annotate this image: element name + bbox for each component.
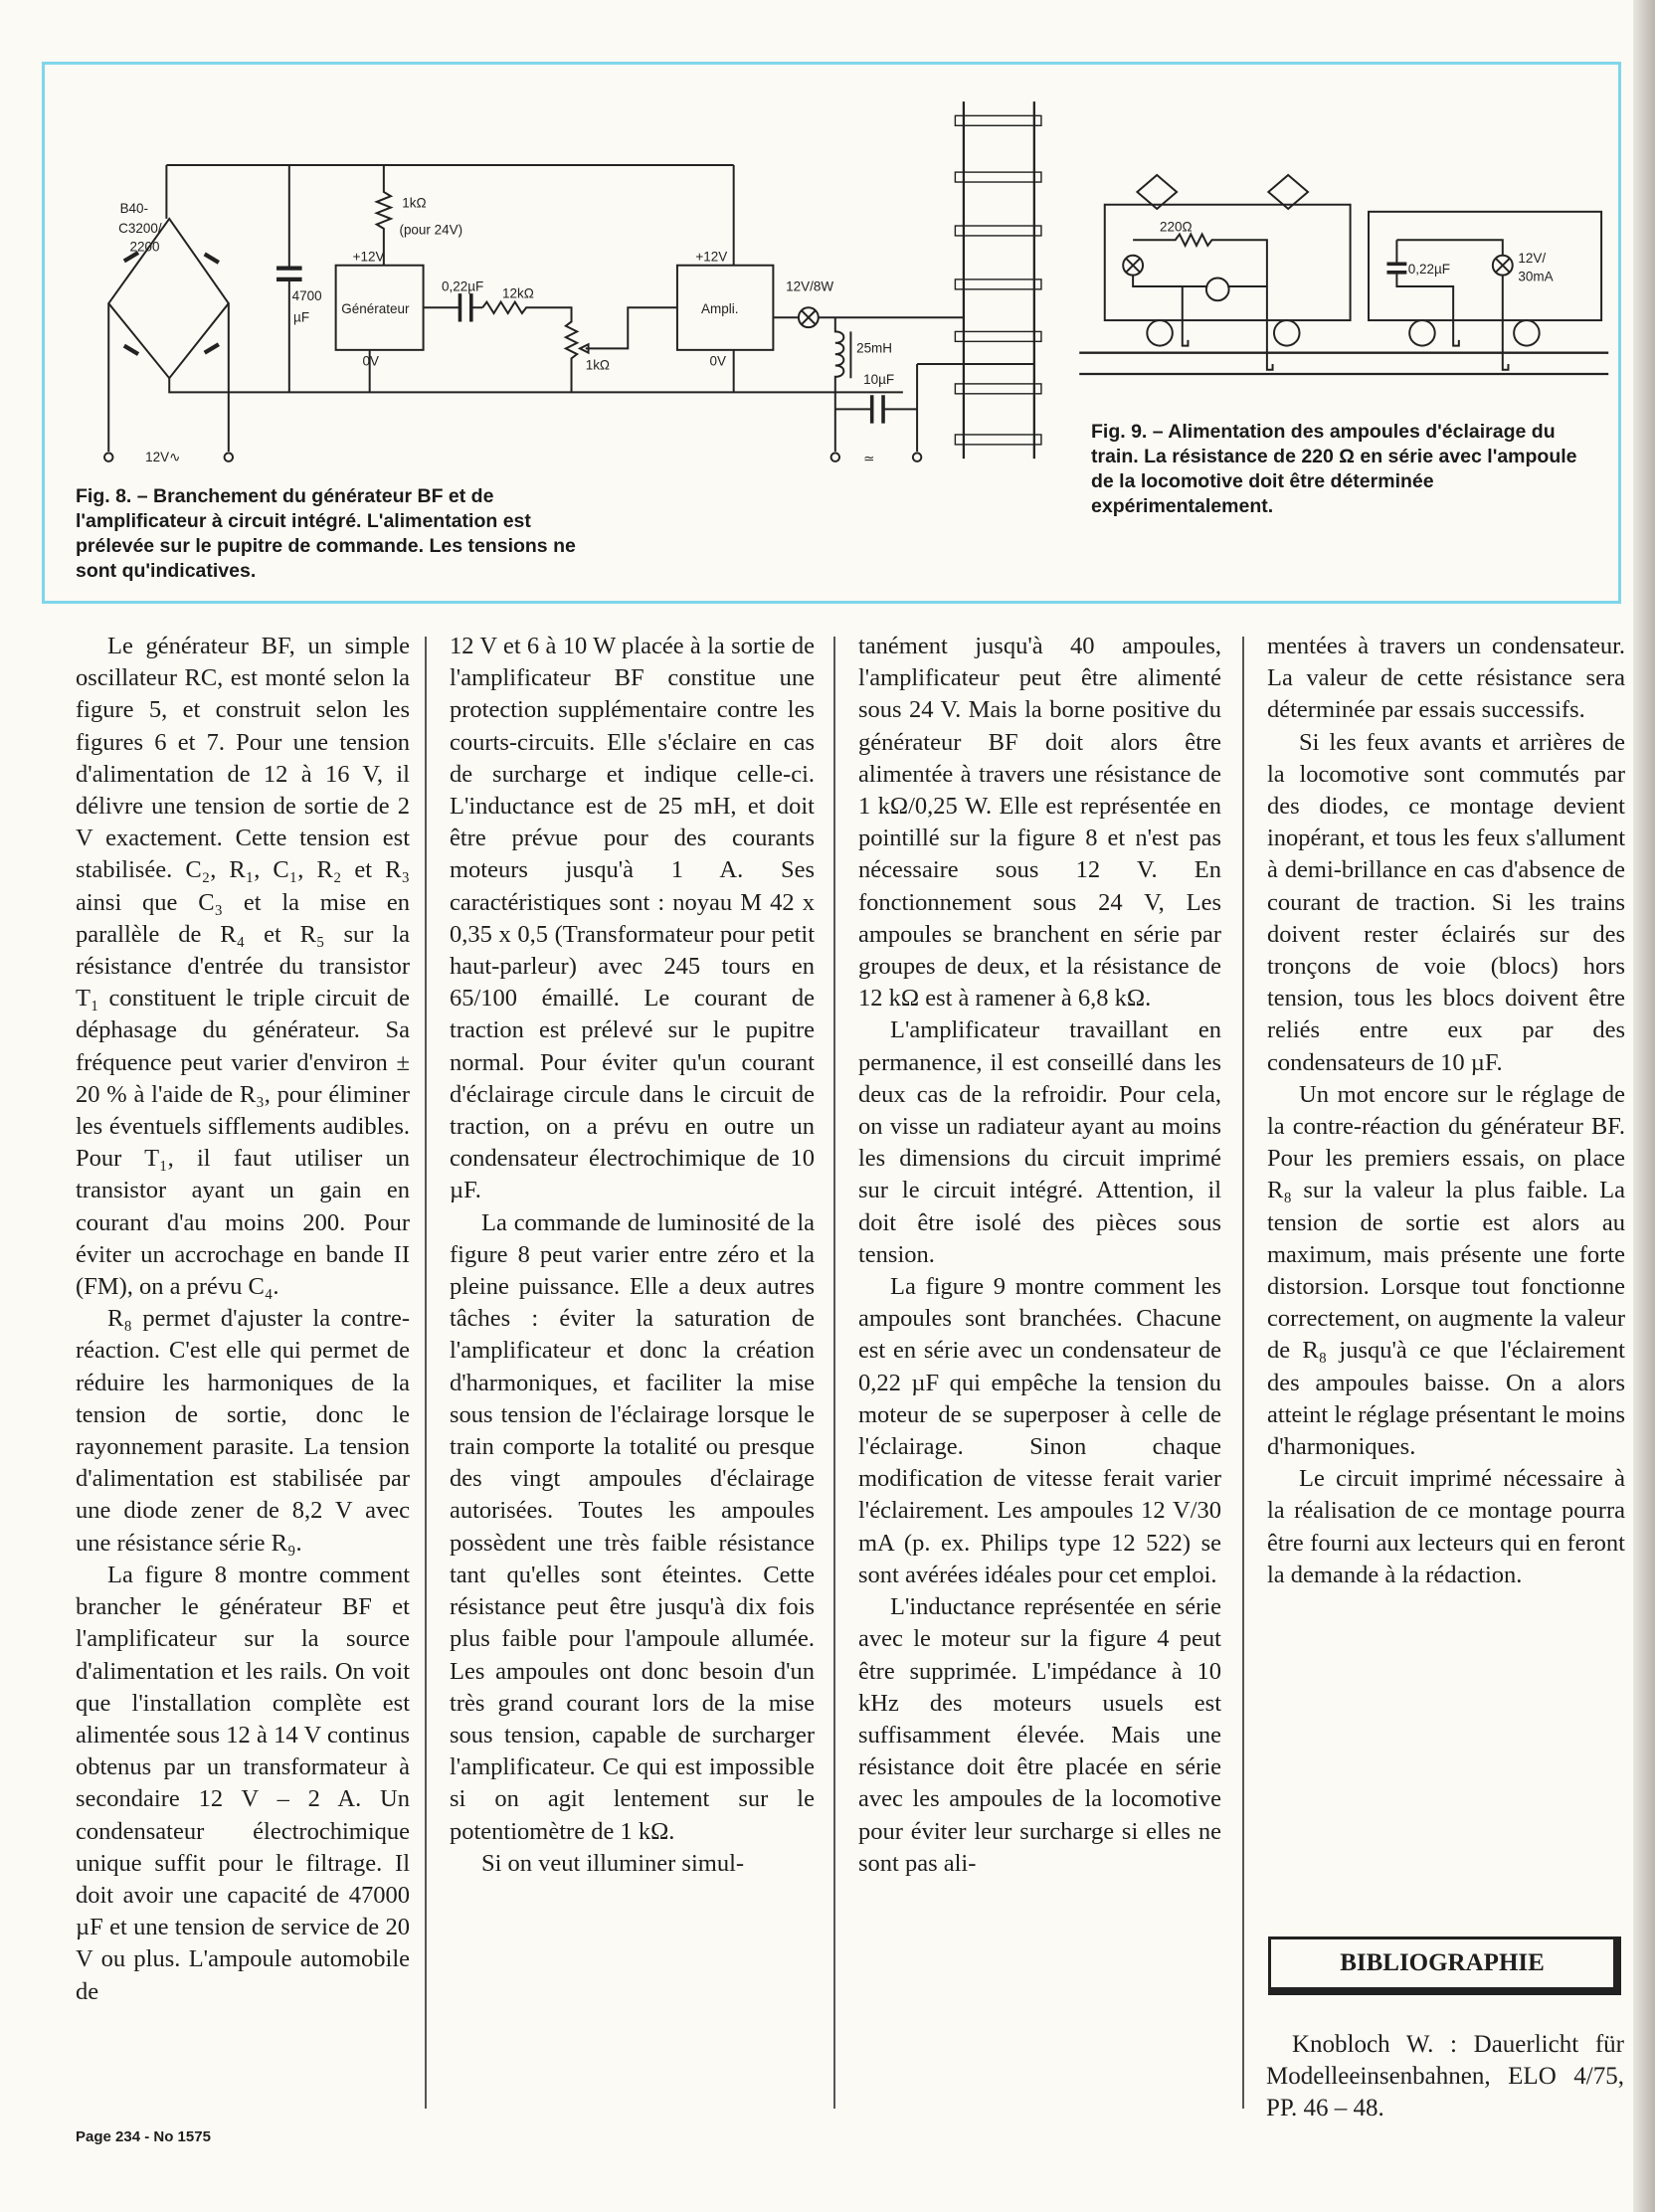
text-column-1 [76,631,410,2008]
svg-text:0,22µF: 0,22µF [1407,262,1450,277]
resistor-12k [482,302,577,393]
svg-text:220Ω: 220Ω [1160,219,1193,235]
motor [1206,278,1229,301]
svg-text:1kΩ: 1kΩ [585,357,611,373]
svg-text:2200: 2200 [129,239,160,255]
column-divider [425,637,427,2109]
svg-text:12V∿: 12V∿ [145,449,181,464]
column-divider [1242,637,1244,2109]
svg-text:Ampli.: Ampli. [701,300,739,316]
paragraph: Un mot encore sur le réglage de la contre-réaction du générateur BF. Pour les premiers essais, on place R₈ sur la valeur la plus faible. La tension de sortie est alors au maximum, mais présente une forte distorsion. Lorsque tout fonctionne correctement, on augmente la valeur de R₈ jusqu'à ce que l'éclairement des ampoules baisse. On a alors atteint le réglage présentant le moins d'harmoniques. [1267,1080,1625,1461]
paragraph: 12 V et 6 à 10 W placée à la sortie de l'amplificateur BF constitue une protection supplémentaire contre les courts-circuits. Elle s'éclaire en cas de surcharge et indique celle-ci. L'inductance est de 25 mH, et doit être prévue pour des courants moteurs jusqu'à 1 A. Ses caractéristiques sont : noyau M 42 x 0,35 x 0,5 (Transformateur pour petit haut-parleur) avec 245 tours en 65/100 émaillé. Le courant de traction est prélevé sur le pupitre normal. Pour éviter qu'un courant d'éclairage circule dans le circuit de traction, on a prévu en outre un condensateur électrochimique de 10 µF. [450,633,815,1204]
figure9-train-diagram [1079,175,1608,374]
svg-text:≃: ≃ [863,451,875,466]
bridge-rectifier [108,219,229,378]
text-column-4 [1267,631,1625,1591]
svg-text:10µF: 10µF [863,371,895,387]
svg-text:+12V: +12V [695,249,728,265]
paragraph: mentées à travers un condensateur. La valeur de cette résistance sera déterminée par essais successifs. [1267,633,1625,724]
paragraph: tanément jusqu'à 40 ampoules, l'amplificateur peut être alimenté sous 24 V. Mais la borne positive du générateur BF doit alors être alimentée à travers une résistance de 1 kΩ/0,25 W. Elle est représentée en pointillé sur la figure 8 et n'est pas nécessaire sous 12 V. En fonctionnement sous 24 V, Les ampoules se branchent en série par groupes de deux, et la résistance de 12 kΩ est à ramener à 6,8 kΩ. [858,633,1221,1013]
figure8-caption: Fig. 8. – Branchement du générateur BF et de l'amplificateur à circuit intégré. L'alimentation est prélevée sur le pupitre de commande. Les tensions ne sont qu'indicatives. [76,485,576,582]
svg-text:4700: 4700 [291,288,322,304]
paragraph: L'amplificateur travaillant en permanence, il est conseillé dans les deux cas de la refroidir. Pour cela, on visse un radiateur ayant au moins les dimensions du circuit imprimé sur le circuit intégré. Attention, il doit être isolé des pièces sous tension. [858,1016,1221,1268]
svg-text:0V: 0V [709,353,727,369]
svg-text:0,22µF: 0,22µF [442,278,484,294]
paragraph: R₈ permet d'ajuster la contre-réaction. C'est elle qui permet de réduire les harmoniques de la tension de sortie, donc le rayonnement parasite. La tension d'alimentation est stabilisée par une diode zener de 8,2 V avec une résistance série R₉. [76,1305,410,1557]
figure9-caption: Fig. 9. – Alimentation des ampoules d'éclairage du train. La résistance de 220 Ω en série avec l'ampoule de la locomotive doit être déterminée expérimentalement. [1091,421,1577,517]
paragraph: Le générateur BF, un simple oscillateur RC, est monté selon la figure 5, et construit selon les figures 6 et 7. Pour une tension d'alimentation de 12 à 16 V, il délivre une tension de sortie de 2 V exactement. Cette tension est stabilisée. C₂, R₁, C₁, R₂ et R₃ ainsi que C₃ et la mise en parallèle de R₄ et R₅ sur la résistance d'entrée du transistor T₁ constituent le triple circuit de déphasage du générateur. Sa fréquence peut varier d'environ ± 20 % à l'aide de R₃, pour éliminer les éventuels sifflements audibles. Pour T₁, il faut utiliser un transistor ayant un gain en courant d'au moins 200. Pour éviter un accrochage en bande II (FM), on a prévu C₄. [76,633,410,1301]
bibliography-reference: Knobloch W. : Dauerlicht für Modelleeinsenbahnen, ELO 4/75, PP. 46 – 48. [1266,2031,1624,2121]
svg-text:25mH: 25mH [856,340,893,356]
rail-ties [955,115,1041,445]
paragraph: Le circuit imprimé nécessaire à la réalisation de ce montage pourra être fourni aux lecteurs qui en feront la demande à la rédaction. [1267,1465,1625,1588]
svg-text:1kΩ: 1kΩ [402,195,427,211]
text-column-2 [450,631,815,1880]
svg-text:(pour 24V): (pour 24V) [399,222,463,238]
svg-text:12V/: 12V/ [1518,250,1547,266]
svg-text:µF: µF [293,309,310,325]
svg-text:30mA: 30mA [1518,269,1554,284]
column-divider [833,637,835,2109]
svg-text:Générateur: Générateur [341,300,410,316]
svg-text:C3200/: C3200/ [118,221,162,237]
bibliography-heading: BIBLIOGRAPHIE [1268,1936,1616,1990]
figure8-schematic [104,101,1041,465]
wagon-body [1369,212,1601,320]
svg-text:B40-: B40- [119,201,149,217]
svg-text:12V/8W: 12V/8W [786,278,834,294]
paragraph: Si les feux avants et arrières de la locomotive sont commutés par des diodes, ce montage devient inopérant, et tous les feux s'allument à demi-brillance en cas d'absence de courant de traction. Si les trains doivent rester éclairés sur des tronçons de voie (blocs) hors tension, tous les blocs doivent être reliés entre eux par des condensateurs de 10 µF. [1267,728,1625,1076]
paragraph: La commande de luminosité de la figure 8 peut varier entre zéro et la pleine puissance. Elle a deux autres tâches : éviter la saturation de l'amplificateur et donc la création d'harmoniques, et faciliter la mise sous tension de l'éclairage lorsque le train comporte la totalité ou presque des vingt ampoules d'éclairage autorisées. Toutes les ampoules possèdent une très faible résistance tant qu'elles sont éteintes. Cette résistance peut être jusqu'à dix fois plus faible pour l'ampoule allumée. Les ampoules ont donc besoin d'un très grand courant lors de la mise sous tension, capable de surcharger l'amplificateur. Ce qui est impossible si on agit lentement sur le potentiomètre de 1 kΩ. [450,1208,815,1845]
paragraph: L'inductance représentée en série avec le moteur sur la figure 4 peut être supprimée. L'impédance à 10 kHz des moteurs usuels est suffisamment élevée. Mais une résistance doit être placée en série avec les ampoules de la locomotive pour éviter leur surcharge si elles ne sont pas ali- [858,1593,1221,1877]
svg-text:0V: 0V [362,353,380,369]
svg-text:+12V: +12V [352,249,385,265]
text-column-3 [858,631,1221,1880]
paragraph: Si on veut illuminer simul- [481,1849,745,1877]
svg-text:12kΩ: 12kΩ [502,285,534,301]
paragraph: La figure 8 montre comment brancher le générateur BF et l'amplificateur sur la source d'alimentation et les rails. On voit que l'installation complète est alimentée sous 12 à 14 V continus obtenus par un transformateur à secondaire 12 V – 2 A. Un condensateur électrochimique unique suffit pour le filtrage. Il doit avoir une capacité de 47000 µF et une tension de service de 20 V ou plus. L'ampoule automobile de [76,1561,410,2005]
paragraph: La figure 9 montre comment les ampoules sont branchées. Chacune est en série avec un condensateur de 0,22 µF qui empêche la tension du moteur de se superposer à celle de l'éclairage. Sinon chaque modification de vitesse ferait varier l'éclairement. Les ampoules 12 V/30 mA (p. ex. Philips type 12 522) se sont avérées idéales pour cet emploi. [858,1273,1221,1588]
page-footer: Page 234 - No 1575 [76,2128,211,2145]
inductor-25mh [835,317,851,452]
